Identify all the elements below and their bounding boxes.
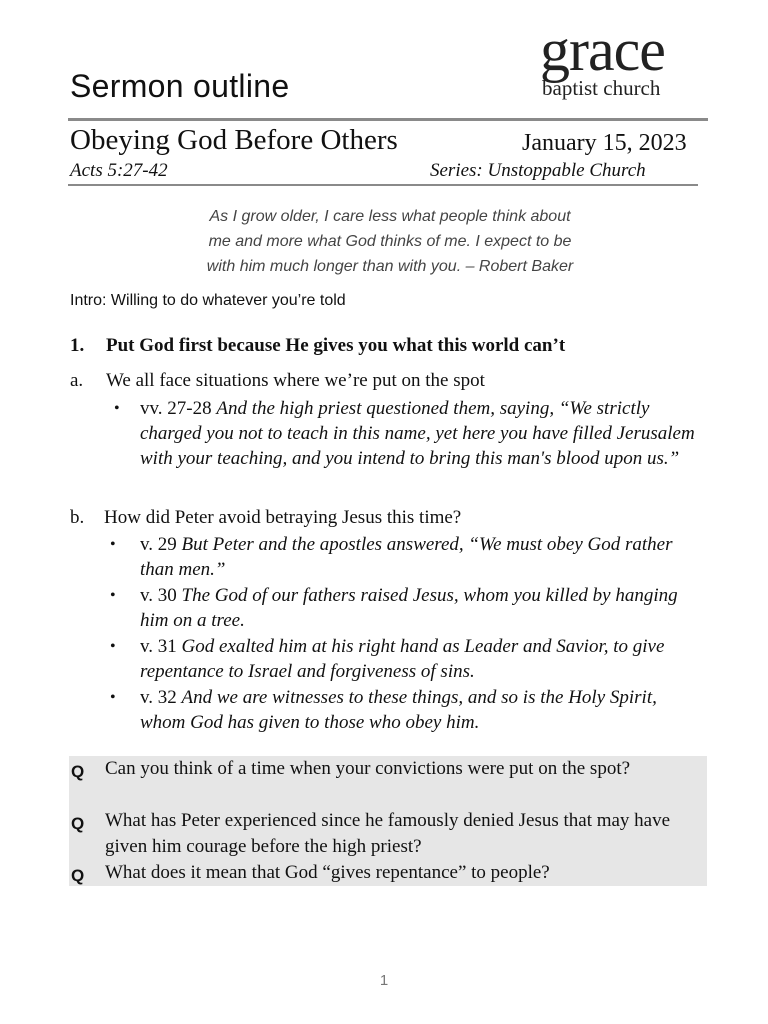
bullet-icon: •: [114, 400, 120, 417]
question-marker: Q: [71, 814, 85, 833]
point-number: 1.: [70, 335, 85, 356]
header-divider-top: [68, 118, 708, 121]
verse-text: And the high priest questioned them, saying, “We strictly charged you not to teach in this name, yet here you have filled Jerusalem with your teaching, and you intend to bring this man's blood upon us.”: [140, 398, 695, 469]
bullet-icon: •: [110, 587, 116, 604]
discussion-question: Can you think of a time when your convictions were put on the spot?: [105, 758, 631, 779]
church-logo-subtitle: baptist church: [542, 76, 661, 100]
verse-ref: v. 32: [140, 687, 182, 708]
verse-bullet: [140, 685, 706, 735]
subpoint-label: b.: [70, 507, 85, 528]
verse-bullet: [140, 634, 706, 684]
verse-bullet: [140, 583, 706, 633]
question-marker: Q: [71, 866, 85, 885]
verse-bullet: [140, 396, 706, 471]
quote-line: me and more what God thinks of me. I expect to be: [208, 233, 572, 250]
discussion-question: What does it mean that God “gives repentance” to people?: [105, 862, 550, 883]
verse-ref: v. 29: [140, 534, 182, 555]
verse-ref: vv. 27-28: [140, 398, 217, 419]
scripture-reference: Acts 5:27-42: [70, 160, 168, 181]
opening-quote: [130, 204, 650, 279]
sermon-title: Obeying God Before Others: [70, 124, 398, 156]
question-marker: Q: [71, 762, 85, 781]
intro-line: Intro: Willing to do whatever you’re told: [70, 292, 346, 309]
header-divider-bottom: [68, 184, 698, 186]
bullet-icon: •: [110, 689, 116, 706]
bullet-icon: •: [110, 536, 116, 553]
quote-line: As I grow older, I care less what people think about: [209, 208, 571, 225]
point-heading: Put God first because He gives you what this world can’t: [106, 335, 566, 356]
bullet-icon: •: [110, 638, 116, 655]
subpoint-label: a.: [70, 370, 84, 391]
verse-text: And we are witnesses to these things, and so is the Holy Spirit, whom God has given to those who obey him.: [140, 687, 657, 733]
church-logo-wordmark: grace: [540, 17, 665, 83]
discussion-question: What has Peter experienced since he famously denied Jesus that may have given him courage before the high priest?: [105, 810, 671, 857]
document-title: Sermon outline: [70, 68, 290, 104]
quote-line: with him much longer than with you. – Robert Baker: [206, 258, 574, 275]
verse-ref: v. 31: [140, 636, 182, 657]
verse-text: God exalted him at his right hand as Leader and Savior, to give repentance to Israel and forgiveness of sins.: [140, 636, 665, 682]
verse-bullet: [140, 532, 706, 582]
sermon-series: Series: Unstoppable Church: [430, 160, 646, 181]
subpoint-text: How did Peter avoid betraying Jesus this time?: [104, 507, 462, 528]
discussion-questions-box: [69, 756, 707, 886]
page-number: 1: [379, 972, 389, 989]
subpoint-text: We all face situations where we’re put on the spot: [106, 370, 485, 391]
sermon-date: January 15, 2023: [522, 130, 687, 156]
verse-text: The God of our fathers raised Jesus, whom you killed by hanging him on a tree.: [140, 585, 678, 631]
verse-text: But Peter and the apostles answered, “We must obey God rather than men.”: [140, 534, 673, 580]
verse-ref: v. 30: [140, 585, 182, 606]
